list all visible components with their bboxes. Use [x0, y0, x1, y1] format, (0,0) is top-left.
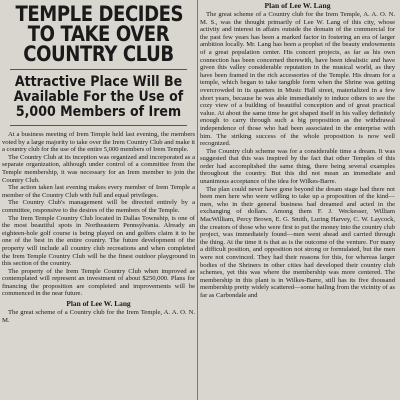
- subhead-line: Attractive Place Will Be: [14, 74, 183, 90]
- article-paragraph: The action taken last evening makes every member of Irem Temple a member of the Country Club with full and equal privileges.: [2, 184, 195, 199]
- article-paragraph: At a business meeting of Irem Temple held last evening, the members voted by a large majority to take over the Irem Country Club and make it a country club for the use of the entire 5,000 members of Irem Temple.: [2, 131, 195, 154]
- headline-line: TEMPLE DECIDES: [15, 2, 184, 26]
- subhead-line: Available For the Use of: [13, 89, 184, 105]
- headline-line: COUNTRY CLUB: [23, 42, 174, 66]
- article-paragraph: The property of the Irem Temple Country Club when improved as contemplated will represent an investment of about $250,000. Plans for financing the proposition are completed and improvements will be commenced in the near future.: [2, 267, 195, 298]
- article-paragraph: The Country Club's management will be directed entirely by a committee, responsive to the desires of the members of the Temple.: [2, 199, 195, 214]
- article-paragraph: The Country Club at its inception was organized and incorporated as a separate organization, although under control of a committee from the Temple membership, it was necessary for an Irem member to join the Country Club.: [2, 153, 195, 184]
- section-heading: Plan of Lee W. Lang: [66, 299, 131, 309]
- subhead-line: 5,000 Members of Irem: [15, 104, 182, 120]
- section-heading: Plan of Lee W. Lang: [264, 1, 331, 10]
- right-column: [200, 0, 395, 400]
- subhead-rule: [10, 125, 187, 126]
- article-paragraph: The plan could never have gone beyond the dream stage had there not been men here who were willing to take up a proposition of the kind—men, who in their general business had dreamed and acted in the exchanging of dollars. Among them F. J. Weckesser, William MacWilliam, Percy Brown, E. G. Smith, Luring Harvey, C. W. Laycock, the creators of those who were first to put the money into the country club project, was immediately found—men went ahead and carried through the thing. At the time it is that as is the outcome of the venture. For many a difficult position, and opposition not strong or formulated, but the men were not convinced. They had their reasons for this, for whereas larger bodies of the Shriners in other cities had developed their country club schemes, yet this was where the membership was more centered. The membership in this plant is in Wilkes-Barre, still has its five thousand membership pretty widely scattered—some hailing from the vicinity of as far as Carbondale and: [200, 185, 395, 299]
- column-divider: [197, 0, 198, 400]
- left-column: [2, 0, 195, 400]
- article-paragraph: The Country club scheme was for a considerable time a dream. It was suggested that this was inspired by the fact that other Temples of this order had accomplished the same thing, there being several examples throughout the country. But this did not mean an immediate and unanimous acceptance of the idea for Wilkes-Barre.: [200, 147, 395, 186]
- headline-rule: [10, 69, 187, 70]
- article-paragraph: The Irem Temple Country Club located in Dallas Township, is one of the most beautiful spots in Northeastern Pennsylvania. Already an eighteen-hole golf course is being played on and golfers claim it to be one of the best in the entire country. The future development of the property will include all country club recreations and when completed the Irem Temple Country Club will be the finest outdoor playground in this section of the country.: [2, 214, 195, 268]
- article-paragraph: The great scheme of a Country club for the Irem Temple, A. A. O. N. M.: [2, 309, 195, 324]
- subhead: [13, 75, 183, 120]
- headline: [16, 4, 182, 64]
- headline-line: TO TAKE OVER: [27, 22, 170, 46]
- article-paragraph: The great scheme of a Country club for the Irem Temple, A. A. O. N. M. S., was the thought primarily of Lee W. Lang of this city, whose activity and interest in affairs outside the domain of the commercial for the past few years has been a marked factor in fostering an era of larger ambition locally. Mr. Lang has been a prophet of the beauty endowments of a great population center. His concert projects, as far as his own connection has been concerned therewith, have been idealistic and have given this valley considerable reputation in the musical world, as they have been framed in the rich accessories of the Temple. His dream for a temple, which began to take tangible form when the Shrine was getting overcrowded in its quarters in Music Hall street, materialized in a few short years, because he was able immediately to induce others to see the cozy view of a building of beautiful conception and of great practical value. At about the same time he got shaped itself in his valley definitely enough to carry through such a big proposition as the withdrawal independence of those who had been associated in the enterprise with him. The striking success of the whole proposition is now well recognized.: [200, 11, 395, 148]
